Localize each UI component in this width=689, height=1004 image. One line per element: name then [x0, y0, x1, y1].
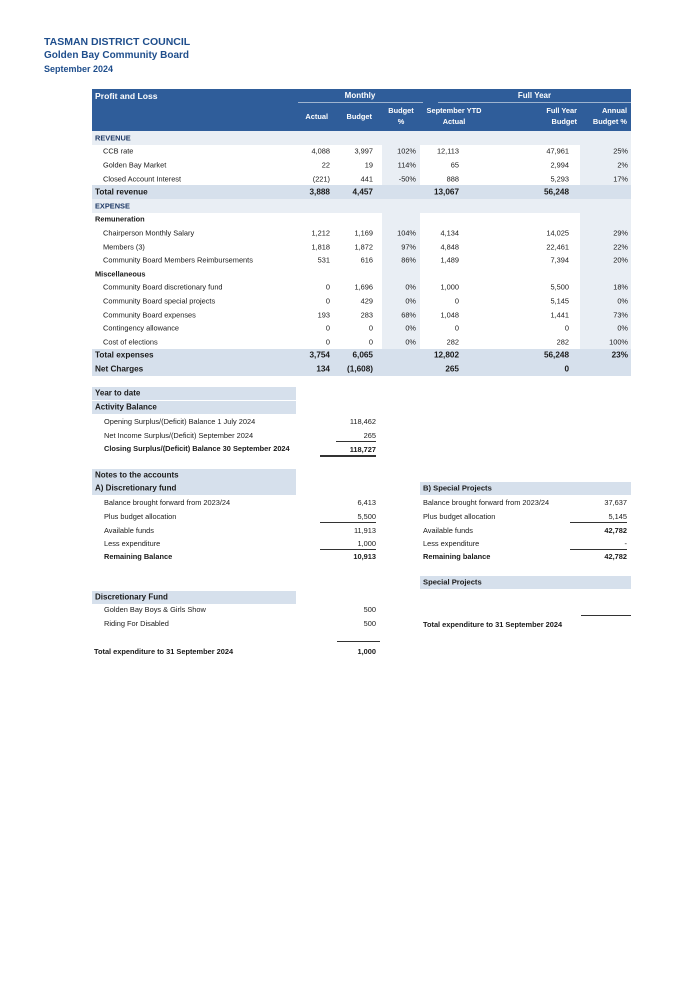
remuneration-cell-annual: 29% — [613, 228, 628, 238]
revenue-cell-ytd: 12,113 — [436, 146, 459, 156]
misc-cell-fy: 5,145 — [550, 296, 569, 306]
remuneration-cell-annual: 20% — [613, 255, 628, 265]
misc-cell-budget: 0 — [368, 337, 373, 347]
total-revenue-fy: 56,248 — [543, 187, 569, 197]
total-expenses-row — [92, 349, 631, 363]
net-income-label: Net Income Surplus/(Deficit) September 2024 — [104, 431, 254, 440]
section-revenue — [92, 131, 631, 145]
misc-cell-fy: 5,500 — [550, 282, 569, 292]
misc-cell-ytd: 0 — [454, 296, 459, 306]
discretionary-fund-row-label: Golden Bay Boys & Girls Show — [104, 605, 206, 614]
misc-cell-actual: 0 — [325, 296, 330, 306]
org-title: TASMAN DISTRICT COUNCIL — [44, 36, 191, 48]
misc-cell-actual: 0 — [325, 323, 330, 333]
misc-cell-actual: 0 — [325, 282, 330, 292]
table-row — [92, 240, 631, 254]
total-revenue-actual: 3,888 — [309, 187, 330, 197]
col-fy-2: Budget — [551, 117, 577, 126]
table-row — [92, 321, 631, 335]
misc-cell-annual: 0% — [617, 323, 628, 333]
remuneration-cell-pct: 104% — [397, 228, 416, 238]
col-fy-1: Full Year — [546, 106, 577, 115]
discretionary-fund-row-value: 500 — [363, 618, 376, 628]
revenue-cell-budget: 19 — [364, 160, 373, 170]
remuneration-cell-actual: 1,818 — [311, 242, 330, 252]
total-revenue-budget: 4,457 — [352, 187, 373, 197]
remuneration-cell-fy: 14,025 — [546, 228, 569, 238]
discretionary-title: A) Discretionary fund — [95, 483, 177, 493]
opening-value: 118,462 — [349, 417, 376, 426]
activity-title: Activity Balance — [95, 402, 157, 412]
col-annual-1: Annual — [601, 106, 627, 115]
table-header — [92, 89, 631, 131]
special-projects-row-value: 42,782 — [604, 525, 627, 535]
table-row — [92, 145, 631, 159]
discretionary-fund-header — [92, 591, 296, 604]
special-projects-sub-header — [420, 576, 631, 589]
df-total-line — [337, 641, 380, 642]
table-body — [92, 131, 631, 376]
misc-cell-budget: 1,696 — [354, 282, 373, 292]
revenue-cell-pct: -50% — [398, 174, 416, 184]
revenue-cell-actual: 4,088 — [311, 146, 330, 156]
a-remaining-value: 10,913 — [353, 552, 376, 561]
revenue-cell-actual: 22 — [321, 160, 330, 170]
misc-cell-annual: 73% — [613, 310, 628, 320]
revenue-cell-annual: 2% — [617, 160, 628, 170]
misc-row — [92, 267, 631, 281]
misc-cell-budget: 283 — [360, 310, 373, 320]
misc-cell-ytd: 282 — [446, 337, 459, 347]
total-expenses-label: Total expenses — [95, 350, 154, 360]
special-projects-row-label: Plus budget allocation — [423, 511, 496, 521]
remuneration-cell-pct: 86% — [401, 255, 416, 265]
total-revenue-ytd: 13,067 — [433, 187, 459, 197]
pl-title: Profit and Loss — [95, 91, 158, 101]
revenue-cell-pct: 114% — [397, 160, 416, 170]
misc-cell-ytd: 1,000 — [440, 282, 459, 292]
section-expense — [92, 199, 631, 213]
expense-label: EXPENSE — [95, 201, 130, 211]
misc-cell-label: Community Board special projects — [103, 296, 216, 306]
ytd-title: Year to date — [95, 388, 141, 398]
misc-cell-pct: 0% — [405, 323, 416, 333]
df-total-label: Total expenditure to 31 September 2024 — [94, 647, 234, 656]
notes-title: Notes to the accounts — [95, 470, 179, 480]
discretionary-row-label: Balance brought forward from 2023/24 — [104, 498, 231, 507]
activity-header — [92, 401, 296, 414]
misc-cell-fy: 1,441 — [550, 310, 569, 320]
misc-cell-pct: 0% — [405, 282, 416, 292]
remuneration-cell-budget: 1,872 — [354, 242, 373, 252]
monthly-header: Monthly — [344, 91, 376, 100]
total-revenue-label: Total revenue — [95, 187, 148, 197]
col-budget: Budget — [346, 112, 372, 121]
table-row — [92, 335, 631, 349]
misc-cell-ytd: 0 — [454, 323, 459, 333]
misc-cell-budget: 0 — [368, 323, 373, 333]
misc-cell-annual: 100% — [609, 337, 628, 347]
revenue-cell-ytd: 888 — [446, 174, 459, 184]
revenue-cell-label: CCB rate — [103, 146, 134, 156]
opening-label: Opening Surplus/(Deficit) Balance 1 July 2024 — [104, 417, 256, 426]
remuneration-cell-label: Chairperson Monthly Salary — [103, 228, 195, 238]
special-projects-row-value: - — [570, 539, 627, 550]
b-remaining-label: Remaining balance — [423, 552, 491, 561]
remuneration-cell-pct: 97% — [401, 242, 416, 252]
misc-cell-label: Community Board discretionary fund — [103, 282, 223, 292]
col-actual: Actual — [305, 112, 328, 121]
discretionary-row-label: Less expenditure — [104, 539, 161, 549]
remuneration-row — [92, 213, 631, 227]
a-remaining-label: Remaining Balance — [104, 552, 173, 561]
misc-cell-fy: 282 — [556, 337, 569, 347]
board-title: Golden Bay Community Board — [44, 50, 190, 61]
remuneration-cell-fy: 22,461 — [546, 242, 569, 252]
col-annual-2: Budget % — [592, 117, 627, 126]
total-expenses-actual: 3,754 — [309, 350, 330, 360]
table-row — [92, 158, 631, 172]
discretionary-row-label: Available funds — [104, 525, 154, 535]
table-row — [92, 172, 631, 186]
revenue-cell-pct: 102% — [397, 146, 416, 156]
remuneration-cell-fy: 7,394 — [550, 255, 569, 265]
misc-cell-pct: 0% — [405, 296, 416, 306]
col-ytd-2: Actual — [442, 117, 466, 126]
sp-total-label: Total expenditure to 31 September 2024 — [423, 620, 563, 629]
profit-loss-table — [92, 89, 631, 376]
misc-cell-label: Community Board expenses — [103, 310, 196, 320]
col-ytd-1: September YTD — [426, 106, 482, 115]
full-year-header: Full Year — [517, 91, 552, 100]
special-projects-row-value: 37,637 — [604, 498, 627, 507]
revenue-label: REVENUE — [95, 133, 131, 143]
total-expenses-ytd: 12,802 — [433, 350, 459, 360]
total-expenses-fy: 56,248 — [543, 350, 569, 360]
misc-cell-annual: 18% — [613, 282, 628, 292]
special-projects-row-label: Available funds — [423, 525, 473, 535]
misc-label: Miscellaneous — [95, 269, 146, 279]
revenue-cell-fy: 5,293 — [550, 174, 569, 184]
revenue-cell-label: Golden Bay Market — [103, 160, 167, 170]
remuneration-cell-actual: 1,212 — [311, 228, 330, 238]
notes-header — [92, 469, 296, 482]
discretionary-fund-title: Discretionary Fund — [95, 592, 168, 602]
remuneration-cell-ytd: 4,848 — [440, 242, 459, 252]
table-row — [92, 308, 631, 322]
revenue-cell-label: Closed Account Interest — [103, 174, 182, 184]
remuneration-cell-budget: 616 — [360, 255, 373, 265]
net-charges-label: Net Charges — [95, 364, 144, 374]
discretionary-header — [92, 482, 296, 495]
misc-cell-fy: 0 — [564, 323, 569, 333]
misc-cell-pct: 68% — [401, 310, 416, 320]
col-budget-pct-2: % — [397, 117, 405, 126]
closing-value: 118,727 — [320, 445, 376, 457]
net-charges-actual: 134 — [316, 364, 330, 374]
special-projects-header — [420, 482, 631, 495]
table-row — [92, 253, 631, 267]
remuneration-cell-ytd: 1,489 — [440, 255, 459, 265]
b-remaining-value: 42,782 — [604, 552, 627, 561]
closing-label: Closing Surplus/(Deficit) Balance 30 September 2024 — [104, 444, 290, 453]
net-charges-budget: (1,608) — [347, 364, 373, 374]
revenue-cell-annual: 25% — [613, 146, 628, 156]
col-budget-pct-1: Budget — [388, 106, 414, 115]
net-charges-row — [92, 362, 631, 376]
revenue-cell-fy: 2,994 — [550, 160, 569, 170]
special-projects-row-label: Less expenditure — [423, 539, 480, 549]
discretionary-row-label: Plus budget allocation — [104, 511, 177, 521]
remuneration-cell-label: Community Board Members Reimbursements — [103, 255, 253, 265]
misc-cell-annual: 0% — [617, 296, 628, 306]
table-row — [92, 281, 631, 295]
special-projects-sub-title: Special Projects — [423, 577, 482, 587]
special-projects-title: B) Special Projects — [423, 483, 492, 493]
net-charges-ytd: 265 — [445, 364, 459, 374]
misc-cell-actual: 193 — [317, 310, 330, 320]
misc-cell-label: Contingency allowance — [103, 323, 180, 333]
period-title: September 2024 — [44, 64, 114, 74]
total-expenses-budget: 6,065 — [352, 350, 373, 360]
remuneration-cell-label: Members (3) — [103, 242, 145, 252]
revenue-cell-budget: 441 — [360, 174, 373, 184]
special-projects-row-value: 5,145 — [570, 512, 627, 523]
net-income-value: 265 — [336, 431, 376, 442]
discretionary-row-value: 6,413 — [357, 498, 376, 507]
discretionary-fund-row-label: Riding For Disabled — [104, 618, 169, 628]
misc-cell-actual: 0 — [325, 337, 330, 347]
table-row — [92, 226, 631, 240]
remuneration-cell-actual: 531 — [317, 255, 330, 265]
discretionary-row-value: 11,913 — [353, 525, 376, 535]
table-row — [92, 294, 631, 308]
ytd-header — [92, 387, 296, 400]
remuneration-cell-annual: 22% — [613, 242, 628, 252]
remuneration-cell-ytd: 4,134 — [440, 228, 459, 238]
discretionary-row-value: 1,000 — [320, 539, 376, 550]
sp-total-line — [581, 615, 631, 616]
df-total-value: 1,000 — [357, 647, 376, 656]
discretionary-row-value: 5,500 — [320, 512, 376, 523]
revenue-cell-fy: 47,961 — [546, 146, 569, 156]
net-charges-fy: 0 — [564, 364, 569, 374]
revenue-cell-budget: 3,997 — [354, 146, 373, 156]
special-projects-row-label: Balance brought forward from 2023/24 — [423, 498, 550, 507]
remuneration-label: Remuneration — [95, 214, 145, 224]
remuneration-cell-budget: 1,169 — [354, 228, 373, 238]
revenue-cell-actual: (221) — [312, 174, 330, 184]
misc-cell-pct: 0% — [405, 337, 416, 347]
misc-cell-budget: 429 — [360, 296, 373, 306]
total-expenses-annual: 23% — [611, 350, 628, 360]
discretionary-fund-row-value: 500 — [363, 605, 376, 614]
revenue-cell-ytd: 65 — [450, 160, 459, 170]
total-revenue-row — [92, 185, 631, 199]
misc-cell-ytd: 1,048 — [440, 310, 459, 320]
misc-cell-label: Cost of elections — [103, 337, 158, 347]
revenue-cell-annual: 17% — [613, 174, 628, 184]
